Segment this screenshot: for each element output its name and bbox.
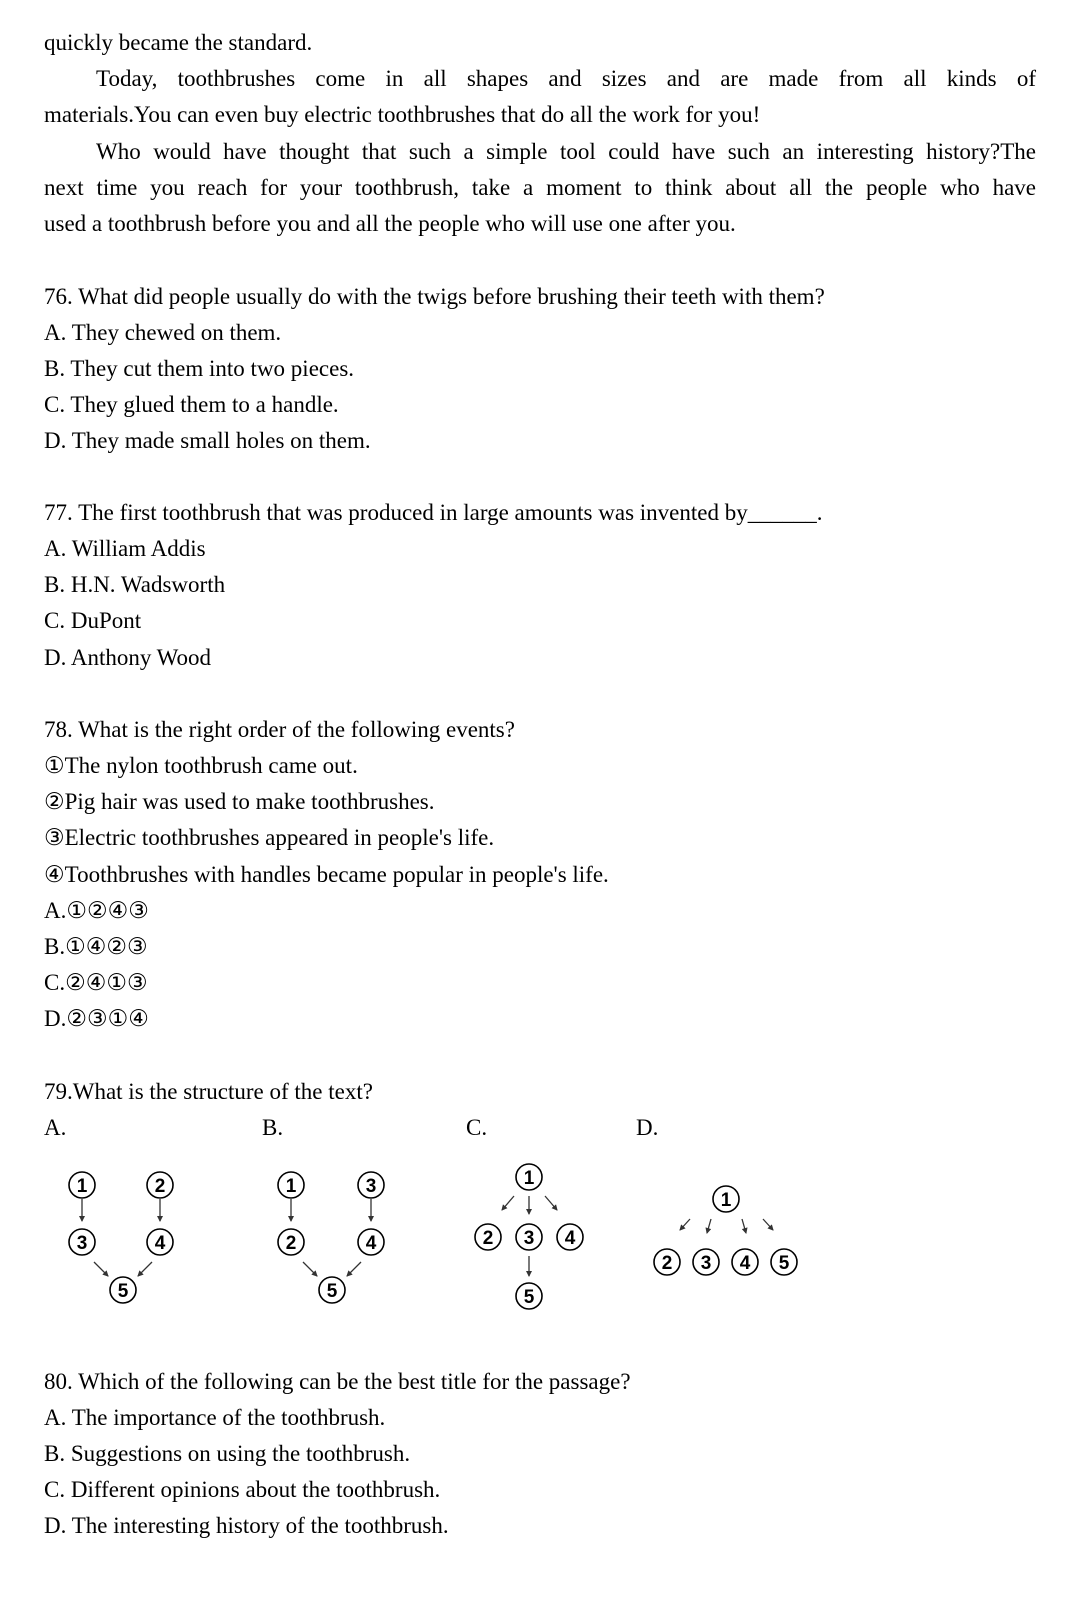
- diagram-c-num-4: 4: [564, 1228, 576, 1249]
- q76-option-d: D. They made small holes on them.: [44, 428, 371, 453]
- diagram-b-num-1: 1: [285, 1176, 297, 1197]
- q77-option-b: B. H.N. Wadsworth: [44, 572, 226, 597]
- q78-event-2: ②Pig hair was used to make toothbrushes.: [44, 789, 435, 814]
- diagram-c-num-5: 5: [523, 1287, 535, 1308]
- diagram-a-num-2: 2: [154, 1176, 166, 1197]
- diagram-a-num-1: 1: [76, 1176, 88, 1197]
- diagram-c-num-3: 3: [523, 1228, 535, 1249]
- q80-option-d: D. The interesting history of the toothbrush.: [44, 1513, 449, 1538]
- diagram-b-num-5: 5: [326, 1281, 338, 1302]
- q80-option-b: B. Suggestions on using the toothbrush.: [44, 1441, 411, 1466]
- passage-line-2: Today, toothbrushes come in all shapes and sizes and are made from all kinds of: [96, 66, 1036, 91]
- diagram-a-arrow-3-5: [94, 1262, 108, 1276]
- passage-line-1: quickly became the standard.: [44, 30, 313, 55]
- q76-stem: 76. What did people usually do with the twigs before brushing their teeth with them?: [44, 284, 825, 309]
- passage-line-3: materials.You can even buy electric toothbrushes that do all the work for you!: [44, 102, 761, 127]
- diagram-a-num-3: 3: [76, 1233, 88, 1254]
- diagram-d-arrow-1-3: [707, 1219, 711, 1233]
- q79-label-c: C.: [466, 1115, 488, 1140]
- diagram-a-num-5: 5: [117, 1281, 129, 1302]
- diagram-a-num-4: 4: [154, 1233, 166, 1254]
- q78-event-4: ④Toothbrushes with handles became popular in people's life.: [44, 862, 609, 887]
- q78-option-d: D.②③①④: [44, 1006, 149, 1031]
- diagram-b-arrow-2-5: [303, 1262, 317, 1276]
- diagram-d-arrow-1-2: [680, 1219, 690, 1230]
- q78-option-c: C.②④①③: [44, 970, 148, 995]
- diagram-d-num-3: 3: [700, 1253, 712, 1274]
- diagram-c-arrow-1-2: [502, 1196, 514, 1210]
- q77-option-c: C. DuPont: [44, 608, 142, 633]
- q78-option-b: B.①④②③: [44, 934, 148, 959]
- q76-option-b: B. They cut them into two pieces.: [44, 356, 355, 381]
- q78-event-1: ①The nylon toothbrush came out.: [44, 753, 358, 778]
- diagram-d-num-1: 1: [720, 1190, 732, 1211]
- diagram-d-arrow-1-4: [742, 1219, 746, 1233]
- passage-line-5: next time you reach for your toothbrush, take a moment to think about all the people who have: [44, 175, 1036, 200]
- diagram-c-num-2: 2: [482, 1228, 494, 1249]
- q79-label-d: D.: [636, 1115, 659, 1140]
- diagram-c-num-1: 1: [523, 1168, 535, 1189]
- q79-stem: 79.What is the structure of the text?: [44, 1079, 373, 1104]
- q77-option-d: D. Anthony Wood: [44, 645, 212, 670]
- diagram-d-arrow-1-5: [763, 1219, 773, 1230]
- q79-label-b: B.: [262, 1115, 284, 1140]
- passage-line-4: Who would have thought that such a simple tool could have such an interesting history?The: [96, 139, 1036, 164]
- diagram-b-arrow-4-5: [347, 1262, 361, 1276]
- q77-stem: 77. The first toothbrush that was produced in large amounts was invented by______.: [44, 500, 823, 525]
- q78-stem: 78. What is the right order of the following events?: [44, 717, 515, 742]
- q78-option-a: A.①②④③: [44, 898, 149, 923]
- q80-option-c: C. Different opinions about the toothbrush.: [44, 1477, 441, 1502]
- q80-stem: 80. Which of the following can be the best title for the passage?: [44, 1369, 631, 1394]
- q76-option-c: C. They glued them to a handle.: [44, 392, 339, 417]
- diagram-b-num-4: 4: [365, 1233, 377, 1254]
- q79-label-a: A.: [44, 1115, 67, 1140]
- diagram-b-num-2: 2: [285, 1233, 297, 1254]
- diagram-a-arrow-4-5: [138, 1262, 152, 1276]
- q78-event-3: ③Electric toothbrushes appeared in people's life.: [44, 825, 495, 850]
- diagram-d-num-5: 5: [778, 1253, 790, 1274]
- q77-option-a: A. William Addis: [44, 536, 206, 561]
- passage-line-6: used a toothbrush before you and all the people who will use one after you.: [44, 211, 736, 236]
- diagram-d-num-4: 4: [739, 1253, 751, 1274]
- diagram-d-num-2: 2: [661, 1253, 673, 1274]
- q76-option-a: A. They chewed on them.: [44, 320, 282, 345]
- q80-option-a: A. The importance of the toothbrush.: [44, 1405, 386, 1430]
- diagram-c-arrow-1-4: [545, 1196, 557, 1210]
- diagram-b-num-3: 3: [365, 1176, 377, 1197]
